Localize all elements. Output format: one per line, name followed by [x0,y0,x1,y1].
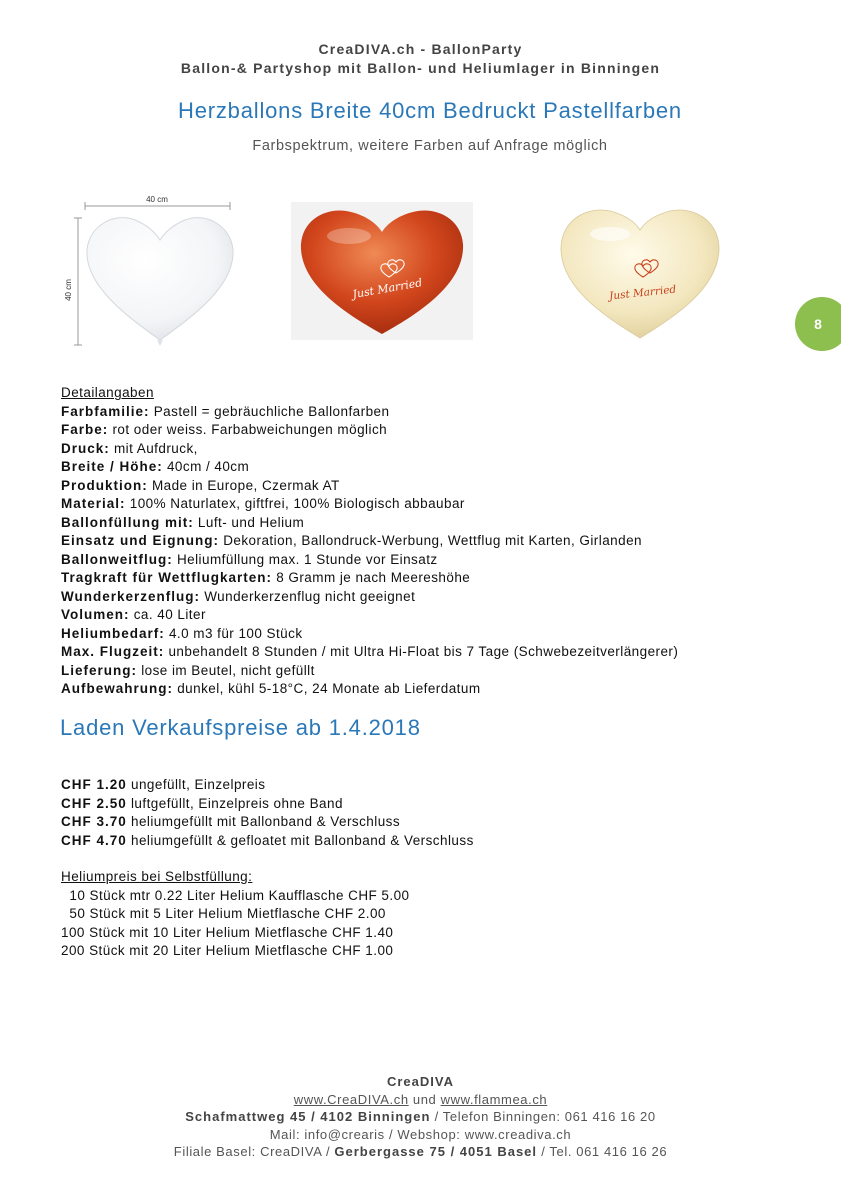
detail-row [61,643,678,662]
detail-value: 8 Gramm je nach Meereshöhe [272,570,471,585]
detail-row [61,403,678,422]
detail-label: Breite / Höhe: [61,459,163,474]
detail-value: 40cm / 40cm [162,459,250,474]
detail-row [61,440,678,459]
detail-row [61,495,678,514]
detail-row [61,458,678,477]
helium-price-row: 100 Stück mit 10 Liter Helium Mietflasche CHF 1.40 [61,924,394,940]
price-description: heliumgefüllt mit Ballonband & Verschluss [126,814,401,829]
detail-value: 4.0 m3 für 100 Stück [164,625,303,641]
detail-value: Made in Europe, Czermak AT [147,477,340,493]
price-description: luftgefüllt, Einzelpreis ohne Band [126,795,343,811]
helium-price-row: 50 Stück mit 5 Liter Helium Mietflasche CHF 2.00 [61,906,386,921]
detail-label: Druck: [61,440,110,456]
detail-value: Heliumfüllung max. 1 Stunde vor Einsatz [172,551,438,567]
detail-label: Einsatz und Eignung: [61,533,219,548]
detail-label: Volumen: [61,607,130,622]
width-dimension-label: 40 cm [146,195,168,204]
detail-label: Ballonfüllung mit: [61,514,194,530]
price-description: ungefüllt, Einzelpreis [126,777,266,792]
detail-value: Wunderkerzenflug nicht geeignet [200,588,416,604]
detail-row [61,514,678,533]
detail-row [61,625,678,644]
price-row [61,813,474,832]
detail-row [61,588,678,607]
detail-row [61,532,678,551]
cream-heart-shape [561,210,719,338]
detail-value: 100% Naturlatex, giftfrei, 100% Biologisch abbaubar [125,496,465,511]
detail-value: lose im Beutel, nicht gefüllt [137,662,315,678]
price-amount: CHF 1.20 [61,777,127,792]
page-subtitle: Farbspektrum, weitere Farben auf Anfrage möglich [252,138,608,154]
page-title: Herzballons Breite 40cm Bedruckt Pastellfarben [178,98,682,123]
price-amount: CHF 4.70 [61,832,127,848]
prices-title: Laden Verkaufspreise ab 1.4.2018 [60,715,421,740]
detail-value: rot oder weiss. Farbabweichungen möglich [108,422,388,437]
detail-value: dunkel, kühl 5-18°C, 24 Monate ab Lieferdatum [173,681,481,696]
price-row [61,776,474,795]
header-tagline: Ballon-& Partyshop mit Ballon- und Heliumlager in Binningen [180,60,661,76]
price-description: heliumgefüllt & gefloatet mit Ballonband & Verschluss [126,832,474,848]
detail-row [61,421,678,440]
detail-row [61,680,678,699]
document-header [0,40,841,78]
footer-and: und [408,1091,441,1107]
detail-label: Farbe: [61,422,109,437]
footer-link-creadiva[interactable]: www.CreaDIVA.ch [293,1091,409,1107]
detail-value: Luft- und Helium [193,514,305,530]
footer-branch-prefix: Filiale Basel: CreaDIVA / [173,1144,335,1159]
detail-label: Farbfamilie: [61,403,150,419]
detail-row [61,662,678,681]
cream-heart-print-text: Just Married [608,283,677,303]
detail-value: Dekoration, Ballondruck-Werbung, Wettflug mit Karten, Girlanden [219,533,642,548]
cream-heart-balloon-image [555,202,725,342]
price-row [61,795,474,814]
price-amount: CHF 2.50 [61,795,127,811]
detail-label: Lieferung: [61,662,137,678]
detail-value: unbehandelt 8 Stunden / mit Ultra Hi-Float bis 7 Tage (Schwebezeitverlängerer) [164,644,679,659]
detail-label: Tragkraft für Wettflugkarten: [61,570,273,585]
document-footer [0,1073,841,1161]
helium-price-section [61,868,410,961]
helium-price-row: 10 Stück mtr 0.22 Liter Helium Kaufflasche CHF 5.00 [61,887,410,903]
footer-branch-phone: / Tel. 061 416 16 26 [537,1144,668,1159]
details-section [61,384,678,699]
white-heart-balloon-image [55,190,245,355]
footer-link-flammea[interactable]: www.flammea.ch [440,1091,548,1107]
page-number-badge: 8 [795,297,841,351]
details-heading: Detailangaben [61,385,154,400]
helium-heading: Heliumpreis bei Selbstfüllung: [61,869,253,884]
detail-row [61,606,678,625]
detail-label: Material: [61,496,126,511]
footer-company: CreaDIVA [386,1074,454,1089]
detail-label: Wunderkerzenflug: [61,588,201,604]
footer-branch-address: Gerbergasse 75 / 4051 Basel [334,1144,538,1159]
detail-row [61,569,678,588]
detail-label: Max. Flugzeit: [61,644,165,659]
red-heart-print-text: Just Married [351,276,424,302]
height-dimension-label: 40 cm [64,279,73,301]
detail-label: Ballonweitflug: [61,551,173,567]
detail-value: ca. 40 Liter [129,607,206,622]
red-heart-balloon-image [291,202,473,340]
price-amount: CHF 3.70 [61,814,127,829]
detail-row [61,477,678,496]
white-heart-shape [87,218,233,340]
detail-value: Pastell = gebräuchliche Ballonfarben [149,403,390,419]
price-list [61,776,474,850]
price-row [61,832,474,851]
helium-price-row: 200 Stück mit 20 Liter Helium Mietflasche CHF 1.00 [61,943,394,958]
detail-label: Produktion: [61,477,148,493]
detail-label: Heliumbedarf: [61,625,165,641]
detail-label: Aufbewahrung: [61,681,173,696]
footer-address: Schafmattweg 45 / 4102 Binningen [185,1109,431,1124]
footer-mail: Mail: info@crearis / Webshop: www.creadiva.ch [269,1126,572,1142]
header-company-line: CreaDIVA.ch - BallonParty [318,41,523,57]
detail-row [61,551,678,570]
detail-value: mit Aufdruck, [109,440,198,456]
footer-phone: / Telefon Binningen: 061 416 16 20 [430,1109,656,1124]
